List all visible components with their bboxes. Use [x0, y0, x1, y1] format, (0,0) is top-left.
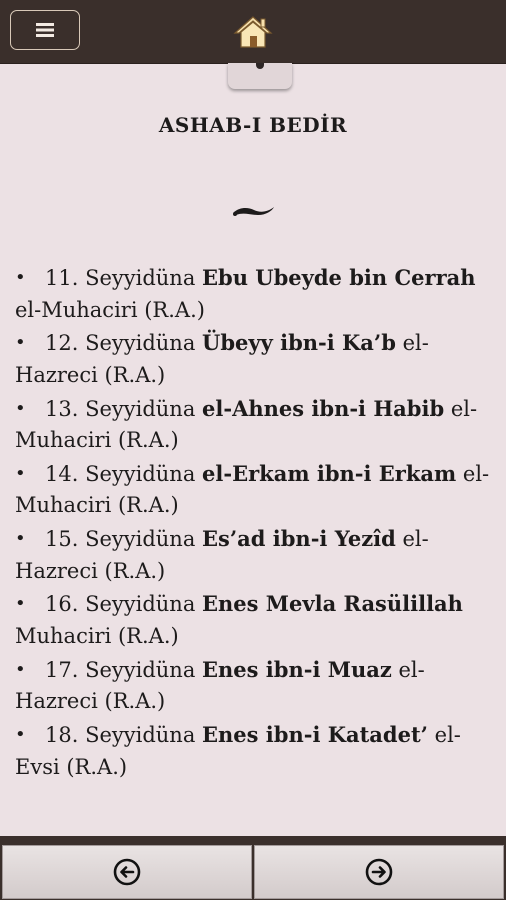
entry-suffix: el-Muhaciri (R.A.): [15, 297, 205, 322]
home-icon: [233, 15, 273, 49]
entry-prefix: 12. Seyyidüna: [45, 331, 203, 356]
entry-suffix: el-Hazreci (R.A.): [15, 527, 429, 583]
entry-suffix: el-Hazreci (R.A.): [15, 331, 429, 387]
entry-prefix: 13. Seyyidüna: [45, 396, 203, 421]
entry-suffix: el-Muhaciri (R.A.): [15, 396, 478, 453]
bullet: •: [15, 593, 26, 615]
handle-grip: [256, 63, 264, 69]
bullet: •: [15, 267, 26, 288]
bullet: •: [15, 724, 26, 746]
entry-name: Enes ibn-i Katadet’: [202, 722, 428, 748]
list-item: [0, 262, 506, 326]
bullet: •: [15, 658, 26, 680]
home-button[interactable]: [232, 13, 274, 51]
entry-prefix: 15. Seyyidüna: [45, 527, 203, 552]
pull-down-handle[interactable]: [228, 63, 292, 89]
top-app-bar: [0, 0, 506, 64]
entry-name: Es’ad ibn-i Yezîd: [202, 526, 396, 552]
menu-button[interactable]: [10, 10, 80, 50]
entry-suffix: el-Evsi (R.A.): [15, 723, 461, 779]
list-item: [0, 588, 506, 652]
bullet: •: [15, 462, 26, 484]
entry-name: el-Ahnes ibn-i Habib: [202, 395, 445, 421]
entry-prefix: 17. Seyyidüna: [45, 657, 203, 682]
arrow-left-circle-icon: [112, 857, 142, 887]
arrow-right-circle-icon: [364, 857, 394, 887]
list-item: [0, 523, 506, 587]
entry-prefix: 18. Seyyidüna: [45, 723, 203, 748]
list-item: [0, 719, 506, 783]
list-item: [0, 654, 506, 718]
page-title: ASHAB-I BEDİR: [158, 113, 348, 137]
list-item: [0, 327, 506, 391]
bullet: •: [15, 332, 26, 354]
list-item: [0, 458, 506, 522]
entry-name: el-Erkam ibn-i Erkam: [202, 460, 457, 486]
entry-name: Übeyy ibn-i Ka’b: [202, 330, 396, 356]
hamburger-menu-icon: [36, 23, 54, 37]
bottom-nav-bar: [0, 836, 506, 900]
entry-name: Enes Mevla Rasülillah: [202, 591, 463, 617]
entry-suffix: el-Muhaciri (R.A.): [15, 461, 490, 518]
entry-prefix: 16. Seyyidüna: [45, 592, 203, 617]
bullet: •: [15, 528, 26, 550]
entry-name: Ebu Ubeyde bin Cerrah: [202, 265, 476, 290]
next-page-button[interactable]: [254, 845, 504, 899]
bullet: •: [15, 397, 26, 419]
previous-page-button[interactable]: [2, 845, 252, 899]
entry-name: Enes ibn-i Muaz: [202, 656, 392, 682]
companions-list: [0, 262, 506, 784]
entry-suffix: el-Hazreci (R.A.): [15, 657, 425, 714]
ornament-divider-icon: [230, 203, 278, 219]
entry-suffix: Muhaciri (R.A.): [15, 623, 179, 648]
entry-prefix: 11. Seyyidüna: [45, 266, 203, 290]
entry-prefix: 14. Seyyidüna: [45, 461, 203, 486]
list-item: [0, 393, 506, 457]
